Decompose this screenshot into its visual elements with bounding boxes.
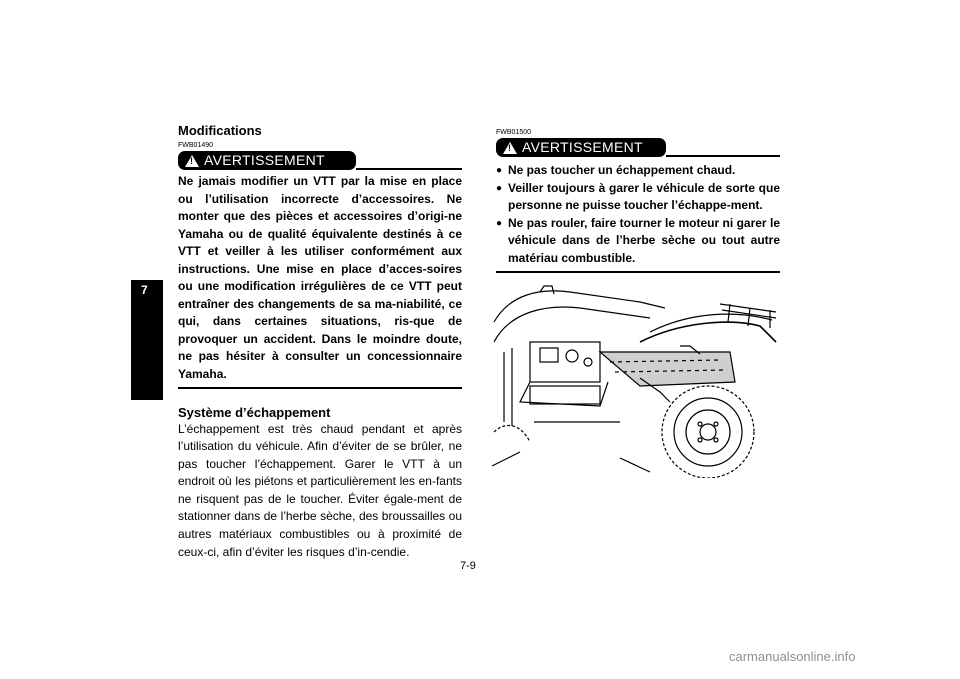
- chapter-tab: [131, 280, 163, 400]
- left-column: [178, 123, 462, 561]
- modifications-heading: Modifications: [178, 123, 262, 138]
- warning-badge: [178, 151, 356, 170]
- exhaust-paragraph: L’échappement est très chaud pendant et après l’utilisation du véhicule. Afin d’éviter de se brûler, ne pas toucher l’échappement. Garer le VTT à un endroit où les piétons et particulièrement les en-fants ne risquent pas de le toucher. Éviter égale-ment de stationner dans de l’herbe sèche, des broussailles ou autres matériaux combustibles ou à proximité de ceux-ci, afin d’éviter les risques d’in-cendie.: [178, 421, 462, 559]
- right-column: [496, 126, 780, 273]
- page-number: 7-9: [460, 560, 476, 572]
- warning-triangle-icon: !: [503, 142, 517, 154]
- exhaust-heading: Système d’échappement: [178, 404, 331, 420]
- chapter-tab-number: 7: [141, 283, 148, 297]
- warning-end-rule: [178, 387, 462, 389]
- list-item: ● Veiller toujours à garer le véhicule de sorte que personne ne puisse toucher l’échappe-ment.: [496, 180, 780, 215]
- warning-triangle-icon: !: [185, 155, 199, 167]
- warning-header: [178, 151, 462, 171]
- warning-end-rule: [496, 271, 780, 273]
- warning-header-rule: [666, 155, 780, 157]
- warning-label: AVERTISSEMENT: [204, 152, 325, 168]
- warning-code: FWB01500: [496, 129, 532, 136]
- watermark: carmanualsonline.info: [729, 649, 856, 664]
- atv-exhaust-illustration: [490, 282, 780, 478]
- list-item: ● Ne pas toucher un échappement chaud.: [496, 162, 780, 180]
- warning-text: Ne jamais modifier un VTT par la mise en place ou l’utilisation incorrecte d’accessoires. Ne monter que des pièces et accessoires d’origi-ne Yamaha ou de qualité équivalente destinés à ce VTT et veiller à les utiliser conformément aux instructions. Une mise en place d’acces-soires ou une modification irrégulières de ce VTT peut entraîner des changements de sa ma-niabilité, ce qui, dans certaines situations, ris-que de provoquer un accident. Dans le moindre doute, ne pas hésiter à consulter un concessionnaire Yamaha.: [178, 174, 462, 381]
- warning-code: FWB01490: [178, 142, 214, 149]
- warning-header: [496, 138, 780, 158]
- warning-label: AVERTISSEMENT: [522, 139, 643, 155]
- warning-badge: [496, 138, 666, 157]
- list-item: ● Ne pas rouler, faire tourner le moteur ni garer le véhicule dans de l’herbe sèche ou tout autre matériau combustible.: [496, 215, 780, 268]
- warning-header-rule: [356, 168, 462, 170]
- warning-bullet-list: [496, 162, 780, 267]
